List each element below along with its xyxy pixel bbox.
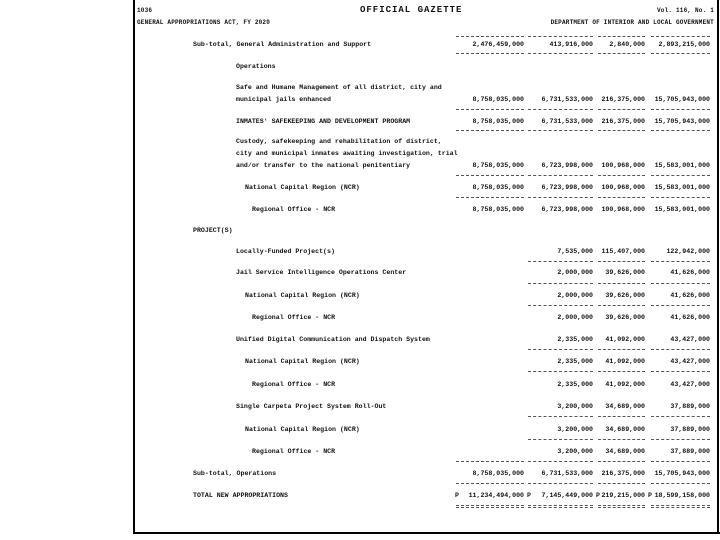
publication-title: OFFICIAL GAZETTE <box>360 5 463 15</box>
rule <box>528 371 593 372</box>
rule <box>651 261 710 262</box>
value-cell: 216,375,000 <box>601 470 645 477</box>
value-cell: 6,723,998,000 <box>541 206 593 213</box>
value-cell: 216,375,000 <box>601 96 645 103</box>
rule <box>528 483 593 484</box>
double-rule <box>456 505 524 506</box>
row-label: Regional Office - NCR <box>252 206 336 213</box>
value-cell: 15,583,001,000 <box>654 206 710 213</box>
value-cell: 2,000,000 <box>557 269 593 276</box>
double-rule <box>598 505 645 506</box>
rule <box>456 109 524 110</box>
rule <box>456 130 524 131</box>
value-cell: 6,731,533,000 <box>541 96 593 103</box>
row-label: Single Carpeta Project System Roll-Out <box>236 403 387 410</box>
rule <box>598 371 645 372</box>
value-cell: 6,723,998,000 <box>541 184 593 191</box>
rule <box>456 175 524 176</box>
value-cell: 41,626,000 <box>670 314 710 321</box>
value-cell: 2,335,000 <box>557 381 593 388</box>
rule <box>598 416 645 417</box>
rule <box>456 483 524 484</box>
double-rule <box>598 507 645 508</box>
value-cell: 6,731,533,000 <box>541 118 593 125</box>
value-cell: 413,916,000 <box>549 41 593 48</box>
value-cell: 6,723,998,000 <box>541 162 593 169</box>
rule <box>651 461 710 462</box>
rule <box>598 109 645 110</box>
currency-symbol: P <box>648 492 652 499</box>
rule <box>598 283 645 284</box>
rule <box>651 283 710 284</box>
rule <box>528 416 593 417</box>
row-label: Regional Office - NCR <box>252 448 336 455</box>
double-rule <box>528 507 593 508</box>
value-cell: 37,889,000 <box>670 403 710 410</box>
rule <box>528 261 593 262</box>
rule <box>651 130 710 131</box>
rule <box>456 53 524 54</box>
row-label-line: Custody, safekeeping and rehabilitation of district, <box>236 138 442 145</box>
page-border-bottom <box>133 532 720 534</box>
value-cell: 2,476,459,000 <box>472 41 524 48</box>
rule <box>651 349 710 350</box>
value-cell: 8,758,035,000 <box>472 96 524 103</box>
value-cell: 216,375,000 <box>601 118 645 125</box>
value-cell: 34,689,000 <box>605 448 645 455</box>
rule <box>598 461 645 462</box>
rule <box>528 36 593 37</box>
value-cell: 34,689,000 <box>605 403 645 410</box>
value-cell: 100,968,000 <box>601 206 645 213</box>
value-cell: 3,200,000 <box>557 403 593 410</box>
rule <box>651 109 710 110</box>
rule <box>598 175 645 176</box>
value-cell: 115,407,000 <box>601 248 645 255</box>
value-cell: 15,583,001,000 <box>654 184 710 191</box>
value-cell: 122,942,000 <box>666 248 710 255</box>
row-label: Operations <box>236 63 276 70</box>
rule <box>528 283 593 284</box>
row-label: Jail Service Intelligence Operations Center <box>236 269 407 276</box>
value-cell: 8,758,035,000 <box>472 118 524 125</box>
rule <box>528 349 593 350</box>
rule <box>598 305 645 306</box>
row-label-line: municipal jails enhanced <box>236 96 331 103</box>
rule <box>528 130 593 131</box>
value-cell: 15,705,943,000 <box>654 470 710 477</box>
value-cell: 39,626,000 <box>605 314 645 321</box>
row-label: National Capital Region (NCR) <box>245 292 360 299</box>
rule <box>651 416 710 417</box>
value-cell: 6,731,533,000 <box>541 470 593 477</box>
row-label: Sub-total, Operations <box>193 470 277 477</box>
rule <box>528 53 593 54</box>
value-cell: 8,758,035,000 <box>472 184 524 191</box>
value-cell: 41,626,000 <box>670 292 710 299</box>
value-cell: 100,968,000 <box>601 184 645 191</box>
value-cell: 8,758,035,000 <box>472 162 524 169</box>
row-label: INMATES' SAFEKEEPING AND DEVELOPMENT PROGRAM <box>236 118 411 125</box>
value-cell: 34,689,000 <box>605 426 645 433</box>
row-label: Sub-total, General Administration and Support <box>193 41 372 48</box>
rule <box>598 130 645 131</box>
double-rule <box>651 505 710 506</box>
rule <box>651 305 710 306</box>
row-label: PROJECT(S) <box>193 227 233 234</box>
rule <box>528 305 593 306</box>
value-cell: 7,145,449,000 <box>541 492 593 499</box>
value-cell: 41,092,000 <box>605 336 645 343</box>
value-cell: 18,599,158,000 <box>654 492 710 499</box>
value-cell: 3,200,000 <box>557 448 593 455</box>
value-cell: 41,092,000 <box>605 381 645 388</box>
double-rule <box>651 507 710 508</box>
row-label: Unified Digital Communication and Dispatch System <box>236 336 430 343</box>
value-cell: 2,840,000 <box>609 41 645 48</box>
rule <box>528 439 593 440</box>
value-cell: 41,092,000 <box>605 358 645 365</box>
rule <box>528 197 593 198</box>
value-cell: 2,893,215,000 <box>658 41 710 48</box>
rule <box>598 261 645 262</box>
value-cell: 2,000,000 <box>557 292 593 299</box>
volume-number: Vol. 116, No. 1 <box>656 7 714 14</box>
rule <box>651 175 710 176</box>
value-cell: 15,583,001,000 <box>654 162 710 169</box>
value-cell: 3,200,000 <box>557 426 593 433</box>
row-label: Regional Office - NCR <box>252 381 336 388</box>
rule <box>651 36 710 37</box>
row-label: Locally-Funded Project(s) <box>236 248 335 255</box>
row-label-line: city and municipal inmates awaiting investigation, trial <box>236 150 458 157</box>
value-cell: 41,626,000 <box>670 269 710 276</box>
value-cell: 7,535,000 <box>557 248 593 255</box>
rule <box>651 439 710 440</box>
row-label: TOTAL NEW APPROPRIATIONS <box>193 492 288 499</box>
rule <box>598 197 645 198</box>
rule <box>528 109 593 110</box>
rule <box>456 36 524 37</box>
page-number: 1036 <box>137 7 153 14</box>
page-border-right <box>717 0 719 534</box>
value-cell: 8,758,035,000 <box>472 470 524 477</box>
value-cell: 219,215,000 <box>601 492 645 499</box>
value-cell: 37,889,000 <box>670 448 710 455</box>
double-rule <box>528 505 593 506</box>
double-rule <box>456 507 524 508</box>
value-cell: 43,427,000 <box>670 358 710 365</box>
row-label: National Capital Region (NCR) <box>245 358 360 365</box>
department-title: DEPARTMENT OF INTERIOR AND LOCAL GOVERNMENT <box>550 19 714 26</box>
page-border-left <box>133 0 135 534</box>
value-cell: 15,705,943,000 <box>654 118 710 125</box>
value-cell: 2,000,000 <box>557 314 593 321</box>
value-cell: 2,335,000 <box>557 358 593 365</box>
value-cell: 37,889,000 <box>670 426 710 433</box>
rule <box>528 461 593 462</box>
value-cell: 39,626,000 <box>605 269 645 276</box>
rule <box>598 483 645 484</box>
rule <box>528 175 593 176</box>
value-cell: 100,968,000 <box>601 162 645 169</box>
rule <box>651 53 710 54</box>
rule <box>456 461 524 462</box>
row-label-line: Safe and Humane Management of all district, city and <box>236 84 442 91</box>
value-cell: 15,705,943,000 <box>654 96 710 103</box>
row-label: Regional Office - NCR <box>252 314 336 321</box>
rule <box>456 197 524 198</box>
value-cell: 2,335,000 <box>557 336 593 343</box>
row-label: National Capital Region (NCR) <box>245 426 360 433</box>
value-cell: 11,234,494,000 <box>468 492 524 499</box>
value-cell: 43,427,000 <box>670 381 710 388</box>
rule <box>598 36 645 37</box>
value-cell: 8,758,035,000 <box>472 206 524 213</box>
rule <box>651 483 710 484</box>
currency-symbol: P <box>596 492 600 499</box>
act-title: GENERAL APPROPRIATIONS ACT, FY 2020 <box>137 19 271 26</box>
rule <box>598 53 645 54</box>
value-cell: 39,626,000 <box>605 292 645 299</box>
currency-symbol: P <box>527 492 531 499</box>
rule <box>651 197 710 198</box>
rule <box>598 349 645 350</box>
rule <box>651 371 710 372</box>
rule <box>598 439 645 440</box>
value-cell: 43,427,000 <box>670 336 710 343</box>
row-label: National Capital Region (NCR) <box>245 184 360 191</box>
row-label-line: and/or transfer to the national penitentiary <box>236 162 411 169</box>
currency-symbol: P <box>455 492 459 499</box>
